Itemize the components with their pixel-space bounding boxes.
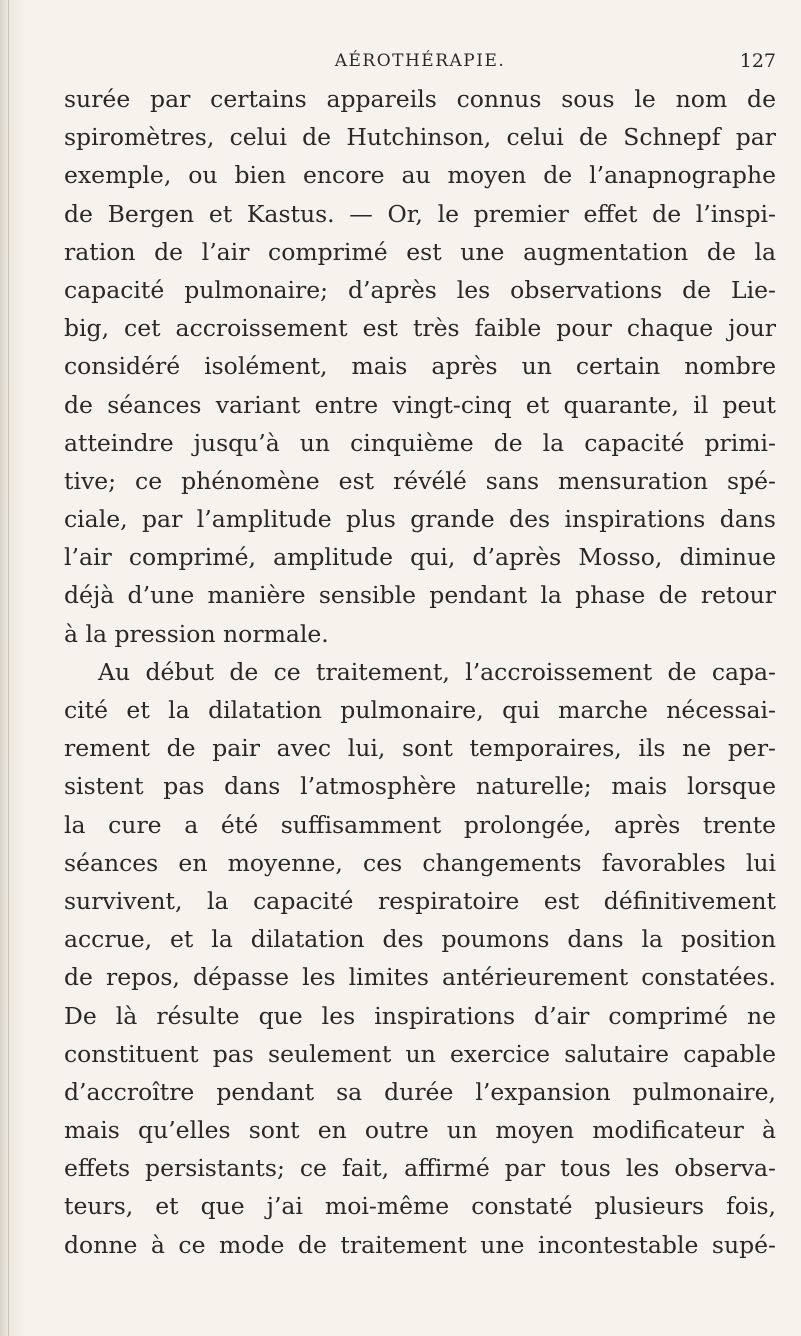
text-line: survivent, la capacité respiratoire est définitivement <box>64 886 776 915</box>
text-line: cité et la dilatation pulmonaire, qui marche nécessai- <box>64 696 776 724</box>
text-line: constituent pas seulement un exercice salutaire capable <box>64 1039 776 1068</box>
page-binding-line <box>8 0 9 1336</box>
text-line: donne à ce mode de traitement une incontestable supé- <box>64 1230 776 1259</box>
running-title: AÉROTHÉRAPIE. <box>334 51 506 71</box>
text-line: l’air comprimé, amplitude qui, d’après Mosso, diminue <box>64 543 776 572</box>
text-line: effets persistants; ce fait, affirmé par tous les observa- <box>64 1154 776 1183</box>
text-line: séances en moyenne, ces changements favorables lui <box>64 848 776 877</box>
text-line: big, cet accroissement est très faible pour chaque jour <box>64 314 776 343</box>
text-line: exemple, ou bien encore au moyen de l’anapnographe <box>64 161 776 190</box>
text-line: ciale, par l’amplitude plus grande des inspirations dans <box>64 505 776 534</box>
running-head <box>64 46 776 76</box>
text-line: considéré isolément, mais après un certain nombre <box>64 352 776 381</box>
paragraph-first-line: Au début de ce traitement, l’accroissement de capa- <box>98 657 776 686</box>
paragraph-last-line: à la pression normale. <box>64 619 329 648</box>
text-line: capacité pulmonaire; d’après les observations de Lie- <box>64 275 776 304</box>
text-line: de Bergen et Kastus. — Or, le premier effet de l’inspi- <box>64 199 776 228</box>
text-line: atteindre jusqu’à un cinquième de la capacité primi- <box>64 428 776 457</box>
text-line: rement de pair avec lui, sont temporaires, ils ne per- <box>64 734 776 763</box>
text-line: ration de l’air comprimé est une augmentation de la <box>64 237 776 266</box>
text-line: sistent pas dans l’atmosphère naturelle; mais lorsque <box>64 772 776 801</box>
text-line: déjà d’une manière sensible pendant la phase de retour <box>64 581 776 610</box>
page-number: 127 <box>739 50 776 72</box>
text-line: spiromètres, celui de Hutchinson, celui de Schnepf par <box>64 123 776 152</box>
text-line: de séances variant entre vingt-cinq et quarante, il peut <box>64 390 776 419</box>
page-binding-edge <box>0 0 26 1336</box>
text-line: la cure a été suffisamment prolongée, après trente <box>64 810 776 839</box>
text-line: tive; ce phénomène est révélé sans mensuration spé- <box>64 466 776 495</box>
text-line: teurs, et que j’ai moi-même constaté plusieurs fois, <box>64 1192 776 1221</box>
text-line: accrue, et la dilatation des poumons dans la position <box>64 925 776 954</box>
text-line: d’accroître pendant sa durée l’expansion pulmonaire, <box>64 1077 776 1106</box>
text-line: de repos, dépasse les limites antérieurement constatées. <box>64 963 776 992</box>
text-line: De là résulte que les inspirations d’air comprimé ne <box>64 1001 776 1030</box>
text-line: surée par certains appareils connus sous le nom de <box>64 85 776 113</box>
body-text <box>64 80 776 1264</box>
text-line: mais qu’elles sont en outre un moyen modificateur à <box>64 1116 776 1145</box>
